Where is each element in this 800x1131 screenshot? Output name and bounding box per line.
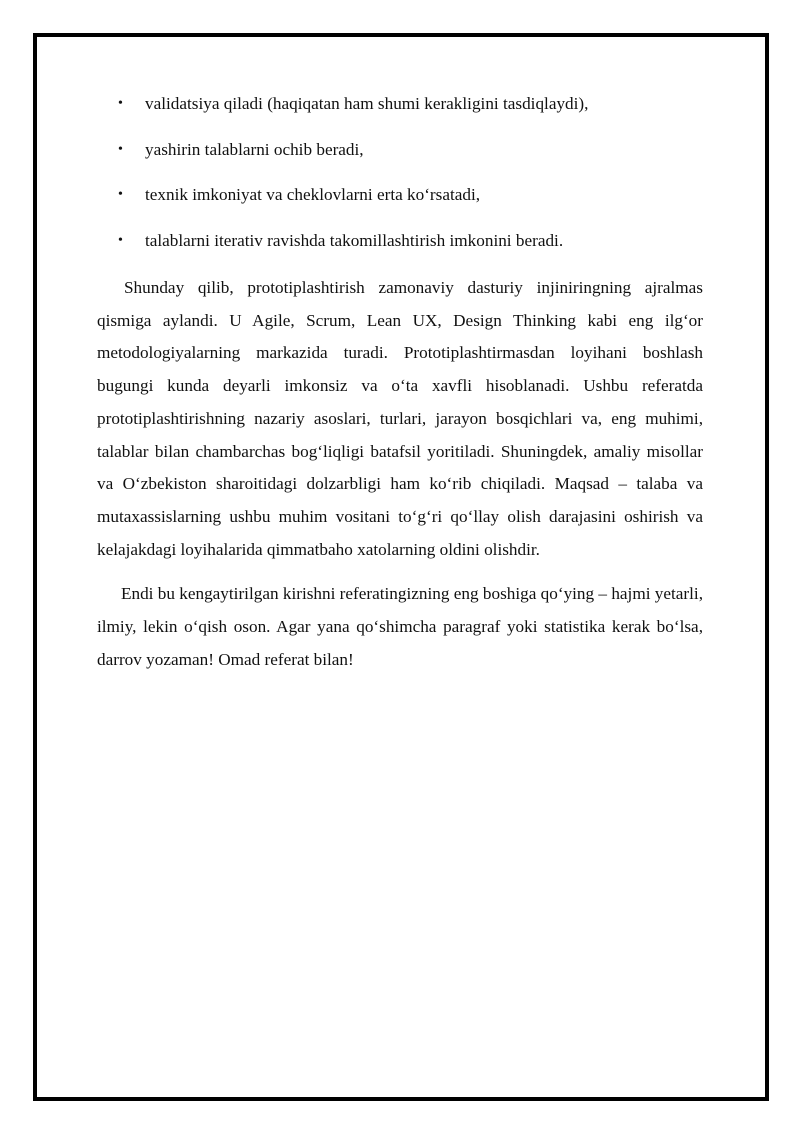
list-item xyxy=(97,229,703,252)
list-item xyxy=(97,183,703,206)
list-item-text: yashirin talablarni ochib beradi, xyxy=(145,139,364,159)
list-item xyxy=(97,92,703,115)
bullet-icon: • xyxy=(118,141,123,157)
document-body xyxy=(97,92,703,676)
bullet-icon: • xyxy=(118,232,123,248)
closing-paragraph: Endi bu kengaytirilgan kirishni referatingizning eng boshiga qo‘ying – hajmi yetarli, ilmiy, lekin o‘qish oson. Agar yana qoʻshimcha paragraf yoki statistika kerak boʻlsa, darrov yozaman! Omad referat bilan! xyxy=(97,584,703,669)
list-item-text: texnik imkoniyat va cheklovlarni erta ko‘rsatadi, xyxy=(145,185,481,204)
body-paragraph: Shunday qilib, prototiplashtirish zamonaviy dasturiy injiniringning ajralmas qismiga aylandi. U Agile, Scrum, Lean UX, Design Thinking kabi eng ilg‘or metodologiyalarning markazida turadi. Prototiplashtirmasdan loyihani boshlash bugungi kunda deyarli imkonsiz va o‘ta xavfli hisoblanadi. Ushbu referatda prototiplashtirishning nazariy asoslari, turlari, jarayon bosqichlari va, eng muhimi, talablar bilan chambarchas bog‘liqligi batafsil yoritiladi. Shuningdek, amaliy misollar va O‘zbekiston sharoitidagi dolzarbligi ham ko‘rib chiqiladi. Maqsad – talaba va mutaxassislarning ushbu muhim vositani to‘g‘ri qo‘llay olish darajasini oshirish va kelajakdagi loyihalarida qimmatbaho xatolarning oldini olishdir. xyxy=(97,278,703,559)
bullet-icon: • xyxy=(118,96,123,111)
bullet-icon: • xyxy=(118,187,123,202)
list-item-text: talablarni iterativ ravishda takomillashtirish imkonini beradi. xyxy=(145,230,564,250)
list-item-text: validatsiya qiladi (haqiqatan ham shumi kerakligini tasdiqlaydi), xyxy=(145,94,589,113)
list-item xyxy=(97,138,703,161)
bullet-list xyxy=(97,92,703,252)
